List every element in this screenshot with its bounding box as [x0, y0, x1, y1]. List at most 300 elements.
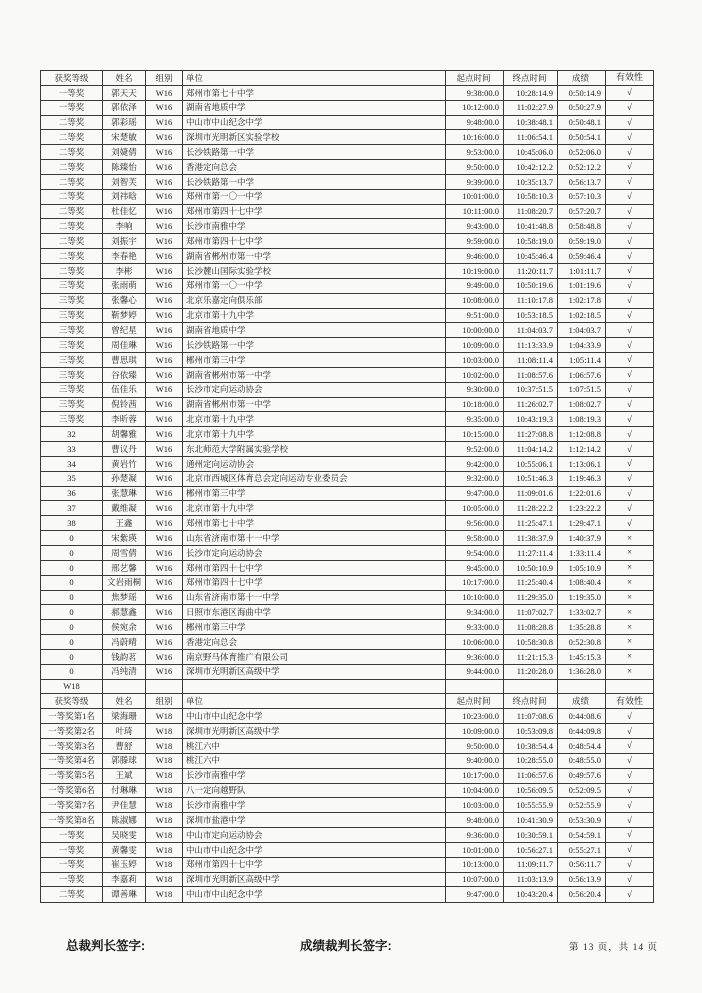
- cell-group: W16: [146, 204, 183, 219]
- cell-result: 0:52:55.9: [558, 798, 606, 813]
- cell-name: 李春艳: [103, 249, 146, 264]
- table-row: [41, 367, 654, 382]
- divider-start-time: [446, 679, 504, 694]
- cell-validity: √: [606, 798, 654, 813]
- cell-validity: ×: [606, 560, 654, 575]
- cell-result: 1:23:22.2: [558, 501, 606, 516]
- cell-end-time: 10:58:19.0: [504, 234, 558, 249]
- cell-end-time: 11:06:57.6: [504, 768, 558, 783]
- cell-unit: 香港定向总会: [183, 635, 446, 650]
- cell-result: 1:33:02.7: [558, 605, 606, 620]
- cell-validity: √: [606, 189, 654, 204]
- cell-award: 二等奖: [41, 160, 103, 175]
- cell-validity: √: [606, 501, 654, 516]
- cell-award: 32: [41, 427, 103, 442]
- cell-result: 0:53:30.9: [558, 813, 606, 828]
- column-header-result: 成绩: [558, 71, 606, 86]
- cell-end-time: 11:07:08.6: [504, 709, 558, 724]
- cell-name: 李嘉莉: [103, 872, 146, 887]
- cell-validity: √: [606, 738, 654, 753]
- cell-end-time: 10:42:12.2: [504, 160, 558, 175]
- cell-start-time: 10:01:00.0: [446, 189, 504, 204]
- cell-validity: √: [606, 130, 654, 145]
- cell-unit: 中山市中山纪念中学: [183, 115, 446, 130]
- cell-end-time: 11:21:15.3: [504, 649, 558, 664]
- cell-name: 曹议丹: [103, 442, 146, 457]
- cell-result: 0:50:54.1: [558, 130, 606, 145]
- cell-award: 三等奖: [41, 412, 103, 427]
- cell-start-time: 9:46:00.0: [446, 249, 504, 264]
- cell-result: 1:19:46.3: [558, 471, 606, 486]
- cell-group: W16: [146, 427, 183, 442]
- cell-group: W16: [146, 323, 183, 338]
- cell-result: 1:40:37.9: [558, 531, 606, 546]
- table-row: [41, 278, 654, 293]
- cell-unit: 通州定向运动协会: [183, 456, 446, 471]
- cell-result: 1:08:02.7: [558, 397, 606, 412]
- cell-unit: 郑州市第四十七中学: [183, 560, 446, 575]
- cell-result: 0:44:09.8: [558, 724, 606, 739]
- cell-start-time: 10:08:00.0: [446, 293, 504, 308]
- cell-award: 二等奖: [41, 234, 103, 249]
- cell-end-time: 11:02:27.9: [504, 100, 558, 115]
- cell-award: 38: [41, 516, 103, 531]
- cell-award: 0: [41, 649, 103, 664]
- divider-group: [146, 679, 183, 694]
- cell-group: W16: [146, 263, 183, 278]
- cell-end-time: 10:58:30.8: [504, 635, 558, 650]
- cell-end-time: 10:38:54.4: [504, 738, 558, 753]
- cell-group: W18: [146, 753, 183, 768]
- column-header-start-time: 起点时间: [446, 71, 504, 86]
- cell-start-time: 9:51:00.0: [446, 308, 504, 323]
- cell-unit: 长沙市定向运动协会: [183, 382, 446, 397]
- cell-unit: 中山市中山纪念中学: [183, 842, 446, 857]
- cell-start-time: 10:04:00.0: [446, 783, 504, 798]
- cell-award: 0: [41, 620, 103, 635]
- cell-name: 陈臻怡: [103, 160, 146, 175]
- cell-start-time: 9:33:00.0: [446, 620, 504, 635]
- cell-group: W16: [146, 456, 183, 471]
- cell-end-time: 11:08:20.7: [504, 204, 558, 219]
- cell-start-time: 9:34:00.0: [446, 605, 504, 620]
- cell-start-time: 9:43:00.0: [446, 219, 504, 234]
- cell-validity: √: [606, 338, 654, 353]
- cell-result: 1:06:57.6: [558, 367, 606, 382]
- table-row: [41, 575, 654, 590]
- cell-unit: 中山市中山纪念中学: [183, 887, 446, 903]
- cell-unit: 桃江六中: [183, 738, 446, 753]
- column-header-name: 姓名: [103, 71, 146, 86]
- cell-award: 0: [41, 546, 103, 561]
- cell-group: W16: [146, 560, 183, 575]
- cell-start-time: 9:35:00.0: [446, 412, 504, 427]
- cell-unit: 长沙市南雅中学: [183, 219, 446, 234]
- column-header-validity: 有效性: [606, 71, 654, 86]
- cell-result: 0:58:48.8: [558, 219, 606, 234]
- cell-unit: 郑州市第四十七中学: [183, 234, 446, 249]
- cell-start-time: 10:18:00.0: [446, 397, 504, 412]
- cell-validity: ×: [606, 664, 654, 679]
- column-header-start-time: 起点时间: [446, 694, 504, 709]
- cell-end-time: 11:09:11.7: [504, 857, 558, 872]
- cell-result: 0:59:46.4: [558, 249, 606, 264]
- cell-group: W16: [146, 85, 183, 100]
- cell-result: 1:22:01.6: [558, 486, 606, 501]
- cell-start-time: 10:05:00.0: [446, 501, 504, 516]
- table-row: [41, 100, 654, 115]
- cell-award: 一等奖第8名: [41, 813, 103, 828]
- cell-award: 一等奖第1名: [41, 709, 103, 724]
- cell-validity: √: [606, 85, 654, 100]
- cell-start-time: 9:49:00.0: [446, 278, 504, 293]
- cell-validity: √: [606, 516, 654, 531]
- cell-validity: √: [606, 100, 654, 115]
- cell-award: 0: [41, 635, 103, 650]
- cell-award: 二等奖: [41, 174, 103, 189]
- cell-award: 一等奖: [41, 857, 103, 872]
- cell-award: 0: [41, 590, 103, 605]
- cell-result: 1:35:28.8: [558, 620, 606, 635]
- cell-unit: 北京市第十九中学: [183, 412, 446, 427]
- cell-name: 刘智芙: [103, 174, 146, 189]
- cell-start-time: 9:38:00.0: [446, 85, 504, 100]
- table-row: [41, 219, 654, 234]
- cell-result: 0:52:06.0: [558, 145, 606, 160]
- table-row: [41, 828, 654, 843]
- cell-unit: 郑州市第一〇一中学: [183, 189, 446, 204]
- cell-award: 35: [41, 471, 103, 486]
- cell-name: 黄馨雯: [103, 842, 146, 857]
- results-referee-signature-label: 成绩裁判长签字:: [300, 939, 392, 953]
- cell-result: 1:29:47.1: [558, 516, 606, 531]
- cell-unit: 湖南省地质中学: [183, 100, 446, 115]
- column-header-name: 姓名: [103, 694, 146, 709]
- cell-name: 张雨萌: [103, 278, 146, 293]
- cell-name: 黄岩竹: [103, 456, 146, 471]
- cell-award: 三等奖: [41, 293, 103, 308]
- cell-result: 0:52:09.5: [558, 783, 606, 798]
- cell-unit: 长沙铁路第一中学: [183, 174, 446, 189]
- cell-name: 李彬: [103, 263, 146, 278]
- cell-start-time: 10:00:00.0: [446, 323, 504, 338]
- cell-start-time: 10:17:00.0: [446, 575, 504, 590]
- cell-unit: 湖南省郴州市第一中学: [183, 367, 446, 382]
- divider-end-time: [504, 679, 558, 694]
- cell-start-time: 10:12:00.0: [446, 100, 504, 115]
- table-row: [41, 590, 654, 605]
- cell-end-time: 10:53:18.5: [504, 308, 558, 323]
- cell-end-time: 10:51:46.3: [504, 471, 558, 486]
- cell-name: 倪铃茜: [103, 397, 146, 412]
- cell-validity: ×: [606, 649, 654, 664]
- cell-name: 杜佳忆: [103, 204, 146, 219]
- table-row: [41, 531, 654, 546]
- cell-end-time: 11:03:13.9: [504, 872, 558, 887]
- cell-name: 侯宛余: [103, 620, 146, 635]
- cell-end-time: 11:07:02.7: [504, 605, 558, 620]
- cell-group: W16: [146, 649, 183, 664]
- cell-name: 郝慧鑫: [103, 605, 146, 620]
- cell-end-time: 11:04:03.7: [504, 323, 558, 338]
- cell-start-time: 9:47:00.0: [446, 887, 504, 903]
- cell-end-time: 11:27:11.4: [504, 546, 558, 561]
- cell-validity: √: [606, 263, 654, 278]
- cell-start-time: 9:53:00.0: [446, 145, 504, 160]
- cell-unit: 北京乐嘉定向俱乐部: [183, 293, 446, 308]
- cell-validity: √: [606, 753, 654, 768]
- cell-name: 梁海珊: [103, 709, 146, 724]
- cell-award: 一等奖: [41, 85, 103, 100]
- table-row: [41, 189, 654, 204]
- cell-result: 1:36:28.0: [558, 664, 606, 679]
- cell-start-time: 9:39:00.0: [446, 174, 504, 189]
- cell-result: 0:57:20.7: [558, 204, 606, 219]
- results-table-body: [41, 71, 654, 903]
- table-row: [41, 85, 654, 100]
- cell-name: 王鑫: [103, 516, 146, 531]
- cell-start-time: 9:52:00.0: [446, 442, 504, 457]
- cell-name: 郭依泽: [103, 100, 146, 115]
- table-row: [41, 798, 654, 813]
- column-header-award: 获奖等级: [41, 71, 103, 86]
- cell-start-time: 10:02:00.0: [446, 367, 504, 382]
- cell-end-time: 11:06:54.1: [504, 130, 558, 145]
- cell-start-time: 10:09:00.0: [446, 338, 504, 353]
- cell-validity: √: [606, 160, 654, 175]
- cell-name: 尹佳慧: [103, 798, 146, 813]
- cell-end-time: 11:08:57.6: [504, 367, 558, 382]
- cell-unit: 深圳市光明新区高级中学: [183, 664, 446, 679]
- page-number: 第 13 页，共 14 页: [568, 943, 658, 953]
- cell-unit: 中山市中山纪念中学: [183, 709, 446, 724]
- table-row: [41, 293, 654, 308]
- cell-group: W18: [146, 738, 183, 753]
- divider-unit: [183, 679, 446, 694]
- cell-award: 一等奖: [41, 842, 103, 857]
- column-header-group: 组别: [146, 694, 183, 709]
- cell-award: 二等奖: [41, 204, 103, 219]
- table-row: [41, 560, 654, 575]
- cell-group: W16: [146, 412, 183, 427]
- cell-validity: √: [606, 442, 654, 457]
- cell-validity: √: [606, 308, 654, 323]
- cell-name: 周雪倩: [103, 546, 146, 561]
- cell-end-time: 10:41:48.8: [504, 219, 558, 234]
- cell-result: 0:56:13.9: [558, 872, 606, 887]
- cell-validity: √: [606, 219, 654, 234]
- cell-group: W18: [146, 872, 183, 887]
- cell-start-time: 9:30:00.0: [446, 382, 504, 397]
- cell-end-time: 10:28:14.9: [504, 85, 558, 100]
- cell-name: 郭滕球: [103, 753, 146, 768]
- cell-validity: √: [606, 828, 654, 843]
- cell-name: 戴维凝: [103, 501, 146, 516]
- cell-validity: √: [606, 397, 654, 412]
- cell-result: 1:05:10.9: [558, 560, 606, 575]
- cell-group: W18: [146, 887, 183, 903]
- cell-unit: 中山市定向运动协会: [183, 828, 446, 843]
- cell-name: 张慧琳: [103, 486, 146, 501]
- cell-group: W16: [146, 293, 183, 308]
- table-row: [41, 887, 654, 903]
- cell-start-time: 9:59:00.0: [446, 234, 504, 249]
- cell-unit: 郑州市第四十七中学: [183, 204, 446, 219]
- cell-name: 刘祎晗: [103, 189, 146, 204]
- cell-end-time: 10:41:30.9: [504, 813, 558, 828]
- cell-award: 一等奖第6名: [41, 783, 103, 798]
- cell-validity: √: [606, 471, 654, 486]
- cell-end-time: 10:56:09.5: [504, 783, 558, 798]
- cell-name: 焦梦瑶: [103, 590, 146, 605]
- cell-result: 0:50:48.1: [558, 115, 606, 130]
- cell-end-time: 10:37:51.5: [504, 382, 558, 397]
- cell-end-time: 10:50:19.6: [504, 278, 558, 293]
- cell-name: 谭善琳: [103, 887, 146, 903]
- cell-validity: √: [606, 412, 654, 427]
- cell-unit: 湖南省地质中学: [183, 323, 446, 338]
- cell-unit: 长沙市定向运动协会: [183, 546, 446, 561]
- cell-end-time: 11:28:22.2: [504, 501, 558, 516]
- cell-validity: √: [606, 872, 654, 887]
- cell-name: 吴晓雯: [103, 828, 146, 843]
- cell-award: 0: [41, 664, 103, 679]
- header-row: [41, 71, 654, 86]
- cell-start-time: 10:16:00.0: [446, 130, 504, 145]
- cell-end-time: 10:28:55.0: [504, 753, 558, 768]
- cell-unit: 北京市第十九中学: [183, 308, 446, 323]
- cell-unit: 长沙麓山国际实验学校: [183, 263, 446, 278]
- table-row: [41, 709, 654, 724]
- cell-result: 1:01:11.7: [558, 263, 606, 278]
- cell-award: 二等奖: [41, 189, 103, 204]
- cell-result: 1:08:40.4: [558, 575, 606, 590]
- cell-start-time: 9:56:00.0: [446, 516, 504, 531]
- table-row: [41, 130, 654, 145]
- cell-unit: 湖南省郴州市第一中学: [183, 249, 446, 264]
- cell-validity: √: [606, 174, 654, 189]
- cell-group: W16: [146, 367, 183, 382]
- cell-unit: 香港定向总会: [183, 160, 446, 175]
- cell-award: 三等奖: [41, 338, 103, 353]
- column-header-group: 组别: [146, 71, 183, 86]
- cell-group: W16: [146, 546, 183, 561]
- cell-group: W16: [146, 338, 183, 353]
- cell-group: W16: [146, 531, 183, 546]
- cell-validity: √: [606, 427, 654, 442]
- cell-name: 刘婕倩: [103, 145, 146, 160]
- table-row: [41, 768, 654, 783]
- table-row: [41, 353, 654, 368]
- table-row: [41, 516, 654, 531]
- cell-validity: √: [606, 768, 654, 783]
- cell-start-time: 10:09:00.0: [446, 724, 504, 739]
- cell-result: 1:02:18.5: [558, 308, 606, 323]
- cell-result: 0:54:59.1: [558, 828, 606, 843]
- cell-start-time: 10:11:00.0: [446, 204, 504, 219]
- cell-group: W18: [146, 798, 183, 813]
- cell-validity: √: [606, 278, 654, 293]
- cell-award: 一等奖: [41, 872, 103, 887]
- cell-end-time: 10:55:06.1: [504, 456, 558, 471]
- cell-result: 1:13:06.1: [558, 456, 606, 471]
- cell-award: 0: [41, 560, 103, 575]
- table-row: [41, 620, 654, 635]
- cell-validity: ×: [606, 575, 654, 590]
- cell-group: W18: [146, 709, 183, 724]
- table-row: [41, 738, 654, 753]
- cell-validity: ×: [606, 620, 654, 635]
- cell-unit: 湖南省郴州市第一中学: [183, 397, 446, 412]
- cell-name: 宋紫瑛: [103, 531, 146, 546]
- results-table: [40, 70, 654, 903]
- cell-name: 伍佳乐: [103, 382, 146, 397]
- cell-end-time: 10:53:09.8: [504, 724, 558, 739]
- cell-start-time: 9:54:00.0: [446, 546, 504, 561]
- cell-name: 钱韵茗: [103, 649, 146, 664]
- cell-group: W16: [146, 145, 183, 160]
- divider-validity: [606, 679, 654, 694]
- cell-group: W16: [146, 590, 183, 605]
- cell-start-time: 9:50:00.0: [446, 738, 504, 753]
- cell-group: W16: [146, 308, 183, 323]
- cell-start-time: 10:23:00.0: [446, 709, 504, 724]
- cell-validity: ×: [606, 531, 654, 546]
- cell-award: 0: [41, 605, 103, 620]
- cell-validity: √: [606, 382, 654, 397]
- cell-end-time: 10:45:46.4: [504, 249, 558, 264]
- cell-end-time: 10:58:10.3: [504, 189, 558, 204]
- cell-end-time: 11:29:35.0: [504, 590, 558, 605]
- cell-unit: 深圳市光明新区高级中学: [183, 724, 446, 739]
- cell-validity: √: [606, 293, 654, 308]
- column-header-validity: 有效性: [606, 694, 654, 709]
- table-row: [41, 442, 654, 457]
- cell-end-time: 10:45:06.0: [504, 145, 558, 160]
- cell-start-time: 10:03:00.0: [446, 353, 504, 368]
- cell-name: 张馨心: [103, 293, 146, 308]
- cell-unit: 八一定向越野队: [183, 783, 446, 798]
- cell-unit: 长沙市南雅中学: [183, 798, 446, 813]
- table-row: [41, 471, 654, 486]
- table-row: [41, 308, 654, 323]
- cell-name: 王斌: [103, 768, 146, 783]
- cell-end-time: 11:08:28.8: [504, 620, 558, 635]
- cell-award: 34: [41, 456, 103, 471]
- cell-name: 文岩雨桐: [103, 575, 146, 590]
- cell-award: 二等奖: [41, 263, 103, 278]
- cell-end-time: 11:26:02.7: [504, 397, 558, 412]
- cell-start-time: 9:42:00.0: [446, 456, 504, 471]
- cell-result: 1:33:11.4: [558, 546, 606, 561]
- cell-result: 0:52:12.2: [558, 160, 606, 175]
- column-header-end-time: 终点时间: [504, 71, 558, 86]
- table-row: [41, 115, 654, 130]
- cell-name: 孙楚凝: [103, 471, 146, 486]
- cell-start-time: 9:48:00.0: [446, 115, 504, 130]
- column-header-result: 成绩: [558, 694, 606, 709]
- cell-unit: 郴州市第三中学: [183, 486, 446, 501]
- cell-award: 三等奖: [41, 353, 103, 368]
- cell-name: 郭彩瑶: [103, 115, 146, 130]
- cell-unit: 郑州市第四十七中学: [183, 575, 446, 590]
- cell-award: 一等奖: [41, 100, 103, 115]
- cell-group: W18: [146, 724, 183, 739]
- cell-end-time: 11:20:11.7: [504, 263, 558, 278]
- cell-group: W16: [146, 635, 183, 650]
- divider-name: [103, 679, 146, 694]
- cell-validity: √: [606, 145, 654, 160]
